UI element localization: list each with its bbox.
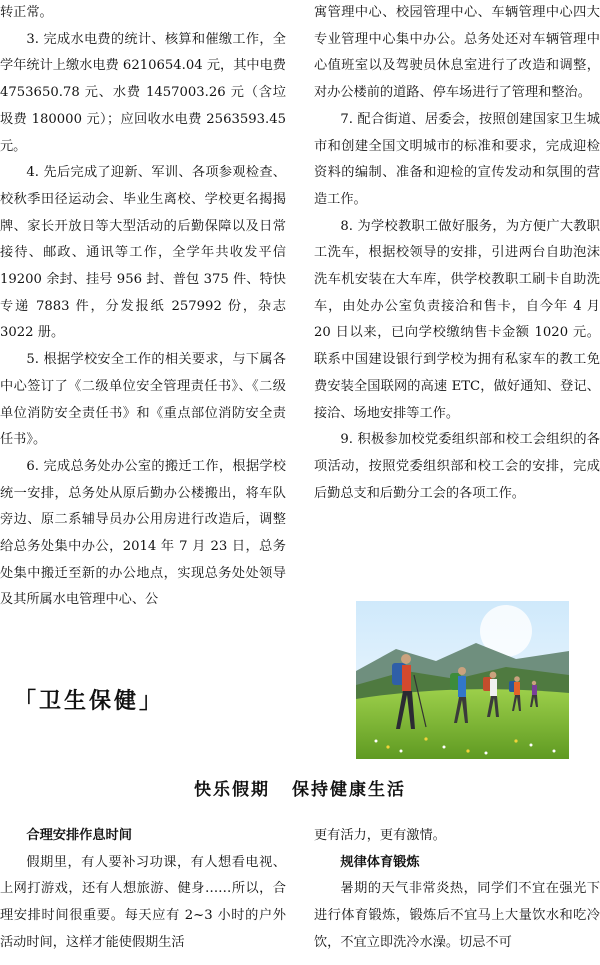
subheading: 规律体育锻炼 (340, 854, 420, 870)
paragraph: 暑期的天气非常炎热，同学们不宜在强光下进行体育锻炼，锻炼后不宜马上大量饮水和吃冷饮，不宜立即洗冷水澡。切忌不可 (314, 881, 600, 950)
article-left-column (0, 823, 286, 957)
paragraph: 8. 为学校教职工做好服务，为方便广大教职工洗车，根据校领导的安排，引进两台自助泡沫洗车机安装在大车库，供学校教职工刷卡自助洗车，由处办公室负责接洽和售卡，自今年 4 月 20 日以来，已向学校缴纳售卡金额 1020 元。联系中国建设银行到学校为拥有私家车的教工免费安装全国联网的高速 ETC，做好通知、登记、接洽、场地安排等工作。 (314, 218, 600, 421)
paragraph: 9. 积极参加校党委组织部和校工会组织的各项活动，按照党委组织部和校工会的安排，完成后勤总支和后勤分工会的各项工作。 (314, 432, 600, 501)
section-label: 「卫生保健」 (14, 689, 165, 714)
paragraph: 寓管理中心、校园管理中心、车辆管理中心四大专业管理中心集中办公。总务处还对车辆管理中心值班室以及驾驶员休息室进行了改造和调整，对办公楼前的道路、停车场进行了管理和整治。 (314, 5, 600, 101)
right-text-column (314, 0, 600, 507)
subheading: 合理安排作息时间 (26, 828, 132, 843)
hiking-photo-illustration (356, 601, 569, 759)
paragraph: 假期里，有人要补习功课，有人想看电视、上网打游戏，还有人想旅游、健身……所以，合理安排时间很重要。每天应有 2~3 小时的户外活动时间，这样才能使假期生活 (0, 854, 286, 950)
paragraph: 6. 完成总务处办公室的搬迁工作，根据学校统一安排，总务处从原后勤办公楼搬出，将车队旁边、原二系辅导员办公用房进行改造后，调整给总务处集中办公，2014 年 7 月 23 日，总务处集中搬迁至新的办公地点，实现总务处处领导及其所属水电管理中心、公 (0, 458, 286, 608)
paragraph: 4. 先后完成了迎新、军训、各项参观检查、校秋季田径运动会、毕业生离校、学校更名揭揭牌、家长开放日等大型活动的后勤保障以及日常接待、邮政、通讯等工作，全学年共收发平信 19200 余封、挂号 956 封、普包 375 件、特快专递 7883 件，分发报纸 257992 份，杂志 3022 册。 (0, 165, 286, 341)
paragraph: 5. 根据学校安全工作的相关要求，与下属各中心签订了《二级单位安全管理责任书》、《二级单位消防安全责任书》和《重点部位消防安全责任书》。 (0, 352, 286, 448)
paragraph: 转正常。 (0, 5, 53, 20)
paragraph: 更有活力，更有激情。 (314, 828, 446, 843)
left-text-column (0, 0, 286, 614)
hiking-photo (356, 601, 569, 759)
paragraph: 3. 完成水电费的统计、核算和催缴工作，全学年统计上缴水电费 6210654.04 元，其中电费 4753650.78 元、水费 1457003.26 元（含垃圾费 180000 元）；应回收水电费 2563593.45 元。 (0, 31, 286, 154)
article-right-column (314, 823, 600, 957)
paragraph: 7. 配合街道、居委会，按照创建国家卫生城市和创建全国文明城市的标准和要求，完成迎检资料的编制、准备和迎检的宣传发动和氛围的营造工作。 (314, 111, 600, 207)
article-title-part: 快乐假期 (194, 780, 270, 800)
article-title-part: 保持健康生活 (292, 780, 406, 800)
article-title (0, 775, 600, 800)
